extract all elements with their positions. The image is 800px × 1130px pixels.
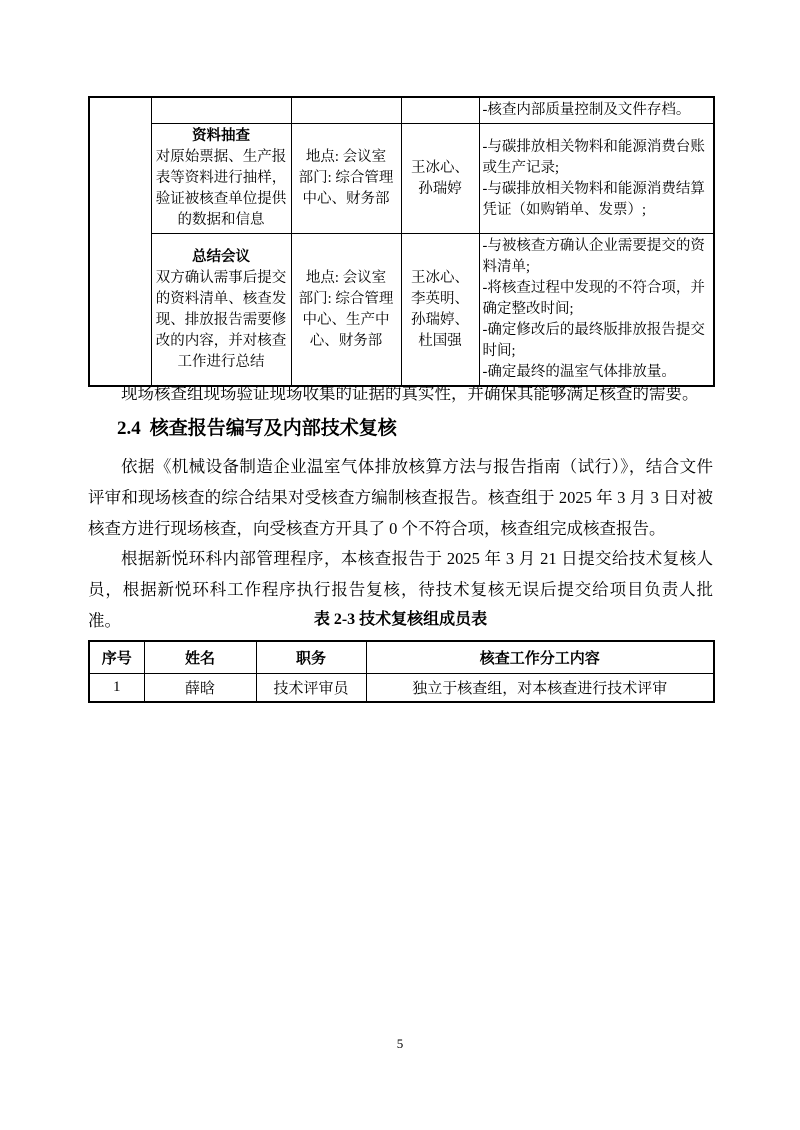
paragraph-evidence-validity: 现场核查组现场验证现场收集的证据的真实性，并确保其能够满足核查的需要。 <box>121 384 699 403</box>
header-serial-number: 序号 <box>89 641 144 673</box>
page-number: 5 <box>396 1036 404 1051</box>
content-item: -与被核查方确认企业需要提交的资料清单; <box>482 238 705 275</box>
header-duty: 核查工作分工内容 <box>366 641 714 673</box>
empty-place-cell <box>291 97 401 124</box>
technical-review-members-table <box>88 640 715 703</box>
section-number: 2.4 <box>117 418 141 439</box>
header-name: 姓名 <box>144 641 256 673</box>
review-table-header-row <box>89 641 714 673</box>
activity-title: 资料抽查 <box>192 128 250 144</box>
activity-description: 对原始票据、生产报表等资料进行抽样，验证被核查单位提供的数据和信息 <box>155 149 287 228</box>
paragraph-report-writing: 依据《机械设备制造企业温室气体排放核算方法与报告指南（试行）》，结合文件评审和现场核查的综合结果对受核查方编制核查报告。核查组于 2025 年 3 月 3 日对被核查方进行现场核查，向受核查方开具了 0 个不符合项，核查组完成核查报告。 <box>88 457 714 538</box>
content-item: -核查内部质量控制及文件存档。 <box>482 102 691 118</box>
content-item: -确定修改后的最终版排放报告提交时间; <box>482 322 705 359</box>
location-line: 地点: 会议室 <box>305 149 387 165</box>
header-role: 职务 <box>256 641 366 673</box>
cell-serial-number: 1 <box>89 673 144 702</box>
section-heading-2-4 <box>117 415 397 443</box>
location-line: 地点: 会议室 <box>305 269 387 286</box>
cell-duty: 独立于核查组，对本核查进行技术评审 <box>366 673 714 702</box>
content-item: -确定最终的温室气体排放量。 <box>482 364 676 380</box>
empty-people-cell <box>401 97 479 124</box>
place-cell <box>291 124 401 234</box>
activity-cell <box>151 234 291 387</box>
department-line: 部门: 综合管理中心、财务部 <box>298 170 394 207</box>
participants-cell: 王冰心、李英明、孙瑞婷、杜国强 <box>401 234 479 387</box>
paragraph-internal-review: 根据新悦环科内部管理程序，本核查报告于 2025 年 3 月 21 日提交给技术复核人员，根据新悦环科工作程序执行报告复核，待技术复核无误后提交给项目负责人批准。 <box>88 549 713 630</box>
section-title: 核查报告编写及内部技术复核 <box>149 418 397 439</box>
stage-continuation-cell <box>89 97 151 386</box>
cell-name: 薛晗 <box>144 673 256 702</box>
review-table-data-row <box>89 673 714 702</box>
participants-cell: 王冰心、孙瑞婷 <box>401 124 479 234</box>
department-line: 部门: 综合管理中心、生产中心、财务部 <box>298 290 394 349</box>
content-cell <box>479 234 714 387</box>
activity-description: 双方确认需事后提交的资料清单、核查发现、排放报告需要修改的内容，并对核查工作进行总结 <box>155 269 287 370</box>
content-cell <box>479 124 714 234</box>
table-row-continued <box>89 97 714 124</box>
field-verification-process-table <box>88 96 715 387</box>
content-item: -与碳排放相关物料和能源消费结算凭证（如购销单、发票）; <box>482 180 705 218</box>
cell-role: 技术评审员 <box>256 673 366 702</box>
place-cell <box>291 234 401 387</box>
content-item: -将核查过程中发现的不符合项，并确定整改时间; <box>482 280 705 317</box>
content-cell <box>479 97 714 124</box>
table-row-document-sampling <box>89 124 714 234</box>
empty-activity-cell <box>151 97 291 124</box>
table-row-summary-meeting <box>89 234 714 387</box>
content-item: -与碳排放相关物料和能源消费台账或生产记录; <box>482 138 705 176</box>
activity-title: 总结会议 <box>192 248 250 265</box>
review-table-caption: 表 2-3 技术复核组成员表 <box>313 611 488 628</box>
activity-cell <box>151 124 291 234</box>
